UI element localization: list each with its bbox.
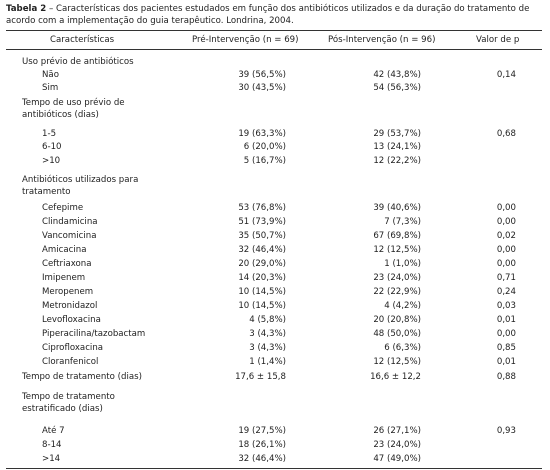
table-row [6, 216, 542, 229]
cell-pos-intervention: 12 (12,5%) [373, 245, 421, 255]
table-row [6, 69, 542, 82]
row-label: Tempo de uso prévio de antibióticos (dias) [22, 98, 125, 120]
cell-pre-intervention: 35 (50,7%) [238, 231, 286, 241]
row-label: Clindamicina [42, 217, 98, 227]
cell-p-value: 0,00 [496, 203, 516, 213]
row-label: >14 [42, 454, 61, 464]
header-characteristics: Características [50, 35, 115, 45]
row-label: Até 7 [42, 426, 65, 436]
cell-p-value: 0,01 [496, 315, 516, 325]
row-label: Vancomicina [42, 231, 97, 241]
table-row [6, 202, 542, 215]
table-row [6, 56, 542, 69]
cell-pre-intervention: 17,6 ± 15,8 [235, 372, 286, 382]
table-row [6, 155, 542, 168]
cell-pre-intervention: 39 (56,5%) [238, 70, 286, 80]
table-row [6, 272, 542, 285]
table-row [6, 244, 542, 257]
cell-pre-intervention: 18 (26,1%) [238, 440, 286, 450]
cell-pos-intervention: 12 (12,5%) [373, 357, 421, 367]
cell-pos-intervention: 7 (7,3%) [384, 217, 421, 227]
cell-pos-intervention: 12 (22,2%) [373, 156, 421, 166]
cell-pre-intervention: 19 (63,3%) [238, 129, 286, 139]
row-label: Tempo de tratamento estratificado (dias) [22, 392, 115, 414]
cell-p-value: 0,01 [496, 357, 516, 367]
caption-text: – Características dos pacientes estudados em função dos antibióticos utilizados e da duração do tratamento de acordo com a implementação do guia terapêutico. Londrina, 2004. [6, 4, 530, 26]
row-label: Ciprofloxacina [42, 343, 104, 353]
cell-pre-intervention: 5 (16,7%) [243, 156, 286, 166]
cell-pos-intervention: 6 (6,3%) [384, 343, 421, 353]
cell-pre-intervention: 10 (14,5%) [238, 287, 286, 297]
header-pre-intervention: Pré-Intervenção (n = 69) [192, 35, 299, 45]
cell-pre-intervention: 20 (29,0%) [238, 259, 286, 269]
cell-p-value: 0,02 [496, 231, 516, 241]
cell-pos-intervention: 22 (22,9%) [373, 287, 421, 297]
cell-p-value: 0,03 [496, 301, 516, 311]
table-row [6, 258, 542, 271]
caption-label: Tabela 2 [6, 4, 47, 14]
cell-p-value: 0,00 [496, 259, 516, 269]
cell-pos-intervention: 67 (69,8%) [373, 231, 421, 241]
cell-p-value: 0,24 [496, 287, 516, 297]
cell-pre-intervention: 3 (4,3%) [249, 329, 286, 339]
table-row [6, 230, 542, 243]
row-label: Amicacina [42, 245, 87, 255]
cell-pos-intervention: 23 (24,0%) [373, 440, 421, 450]
cell-pos-intervention: 54 (56,3%) [373, 83, 421, 93]
row-label: Ceftriaxona [42, 259, 92, 269]
cell-pos-intervention: 26 (27,1%) [373, 426, 421, 436]
table-caption [6, 3, 544, 27]
cell-pre-intervention: 53 (76,8%) [238, 203, 286, 213]
table-row [6, 425, 542, 438]
cell-pre-intervention: 1 (1,4%) [249, 357, 286, 367]
table-row [6, 174, 542, 197]
row-label: 6-10 [42, 142, 62, 152]
table-row [6, 342, 542, 355]
cell-p-value: 0,85 [496, 343, 516, 353]
cell-pre-intervention: 14 (20,3%) [238, 273, 286, 283]
cell-p-value: 0,14 [496, 70, 516, 80]
table-row [6, 328, 542, 341]
row-label: 1-5 [42, 129, 57, 139]
cell-pre-intervention: 3 (4,3%) [249, 343, 286, 353]
cell-p-value: 0,00 [496, 245, 516, 255]
row-label: Não [42, 70, 59, 80]
table-row [6, 141, 542, 154]
table-row [6, 439, 542, 452]
cell-p-value: 0,68 [496, 129, 516, 139]
table-row [6, 371, 542, 384]
row-label: Sim [42, 83, 59, 93]
cell-pre-intervention: 51 (73,9%) [238, 217, 286, 227]
table-row [6, 453, 542, 466]
table-row [6, 314, 542, 327]
header-p-value: Valor de p [476, 35, 520, 45]
row-label: 8-14 [42, 440, 62, 450]
cell-pre-intervention: 10 (14,5%) [238, 301, 286, 311]
table-row [6, 82, 542, 95]
cell-pre-intervention: 4 (5,8%) [249, 315, 286, 325]
data-table [6, 30, 542, 469]
table-row [6, 286, 542, 299]
table-header [6, 31, 542, 50]
cell-pos-intervention: 48 (50,0%) [373, 329, 421, 339]
table-row [6, 97, 542, 120]
cell-p-value: 0,88 [496, 372, 516, 382]
table-row [6, 128, 542, 141]
row-label: Tempo de tratamento (dias) [22, 372, 142, 382]
row-label: Piperacilina/tazobactam [42, 329, 146, 339]
cell-pre-intervention: 19 (27,5%) [238, 426, 286, 436]
cell-pos-intervention: 23 (24,0%) [373, 273, 421, 283]
row-label: Levofloxacina [42, 315, 101, 325]
cell-pre-intervention: 32 (46,4%) [238, 454, 286, 464]
cell-pos-intervention: 1 (1,0%) [384, 259, 421, 269]
row-label: >10 [42, 156, 61, 166]
cell-pre-intervention: 32 (46,4%) [238, 245, 286, 255]
cell-pos-intervention: 4 (4,2%) [384, 301, 421, 311]
row-label: Antibióticos utilizados para tratamento [22, 175, 139, 197]
cell-pos-intervention: 42 (43,8%) [373, 70, 421, 80]
row-label: Metronidazol [42, 301, 98, 311]
table-row [6, 356, 542, 369]
row-label: Cefepime [42, 203, 84, 213]
cell-pos-intervention: 29 (53,7%) [373, 129, 421, 139]
cell-p-value: 0,93 [496, 426, 516, 436]
row-label: Imipenem [42, 273, 86, 283]
cell-p-value: 0,00 [496, 329, 516, 339]
cell-pos-intervention: 20 (20,8%) [373, 315, 421, 325]
cell-pos-intervention: 39 (40,6%) [373, 203, 421, 213]
cell-pre-intervention: 30 (43,5%) [238, 83, 286, 93]
table-row [6, 300, 542, 313]
cell-pos-intervention: 16,6 ± 12,2 [370, 372, 421, 382]
cell-p-value: 0,71 [496, 273, 516, 283]
header-pos-intervention: Pós-Intervenção (n = 96) [328, 35, 436, 45]
row-label: Cloranfenicol [42, 357, 99, 367]
cell-pos-intervention: 13 (24,1%) [373, 142, 421, 152]
row-label: Uso prévio de antibióticos [22, 57, 134, 67]
cell-pre-intervention: 6 (20,0%) [243, 142, 286, 152]
cell-pos-intervention: 47 (49,0%) [373, 454, 421, 464]
table-row [6, 391, 542, 414]
row-label: Meropenem [42, 287, 94, 297]
cell-p-value: 0,00 [496, 217, 516, 227]
